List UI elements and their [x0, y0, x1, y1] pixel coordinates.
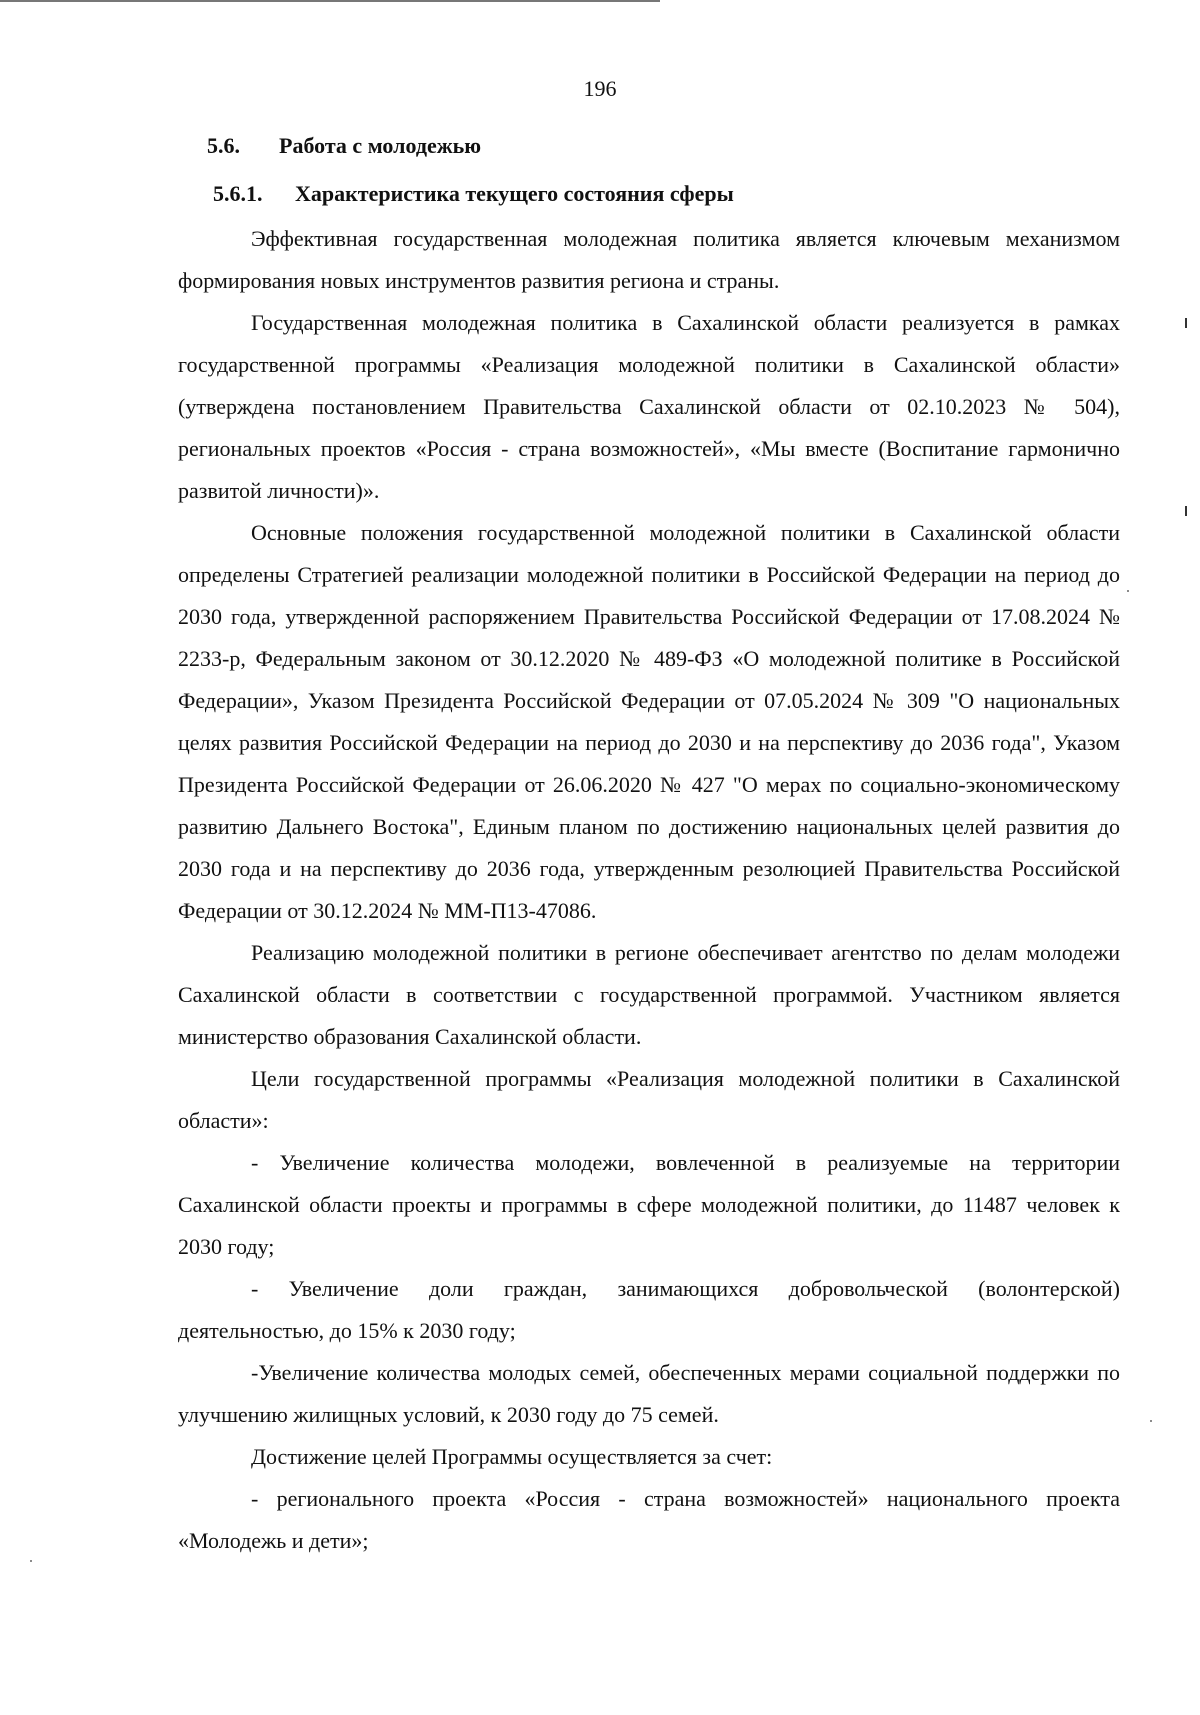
subsection-number: 5.6.1.	[213, 181, 263, 206]
paragraph: Государственная молодежная политика в Сахалинской области реализуется в рамках государственной программы «Реализация молодежной политики в Сахалинской области» (утверждена постановлением Правительства Сахалинской области от 02.10.2023 № 504), региональных проектов «Россия - страна возможностей», «Мы вместе (Воспитание гармонично развитой личности)».	[178, 310, 1120, 503]
section-number: 5.6.	[207, 133, 240, 158]
list-item: - Увеличение количества молодежи, вовлеченной в реализуемые на территории Сахалинской области проекты и программы в сфере молодежной политики, до 11487 человек к 2030 году;	[178, 1150, 1120, 1259]
scan-mark	[1185, 506, 1187, 516]
scan-speck	[1150, 1420, 1152, 1422]
scan-mark	[1185, 318, 1187, 328]
paragraph: Эффективная государственная молодежная политика является ключевым механизмом формирования новых инструментов развития региона и страны.	[178, 226, 1120, 293]
paragraph: Основные положения государственной молодежной политики в Сахалинской области определены Стратегией реализации молодежной политики в Российской Федерации на период до 2030 года, утвержденной распоряжением Правительства Российской Федерации от 17.08.2024 № 2233-р, Федеральным законом от 30.12.2020 № 489-ФЗ «О молодежной политике в Российской Федерации», Указом Президента Российской Федерации от 07.05.2024 № 309 "О национальных целях развития Российской Федерации на период до 2030 и на перспективу до 2036 года", Указом Президента Российской Федерации от 26.06.2020 № 427 "О мерах по социально-экономическому развитию Дальнего Востока", Единым планом по достижению национальных целей развития до 2030 года и на перспективу до 2036 года, утвержденным резолюцией Правительства Российской Федерации от 30.12.2024 № ММ-П13-47086.	[178, 520, 1120, 923]
paragraph: Реализацию молодежной политики в регионе обеспечивает агентство по делам молодежи Сахалинской области в соответствии с государственной программой. Участником является министерство образования Сахалинской области.	[178, 940, 1120, 1049]
paragraph: Цели государственной программы «Реализация молодежной политики в Сахалинской области»:	[178, 1066, 1120, 1133]
list-item: - регионального проекта «Россия - страна возможностей» национального проекта «Молодежь и дети»;	[178, 1486, 1120, 1553]
list-item: - Увеличение доли граждан, занимающихся добровольческой (волонтерской) деятельностью, до 15% к 2030 году;	[178, 1276, 1120, 1343]
page-number: 196	[583, 76, 617, 101]
list-item: -Увеличение количества молодых семей, обеспеченных мерами социальной поддержки по улучшению жилищных условий, к 2030 году до 75 семей.	[178, 1360, 1120, 1427]
subsection-heading	[213, 181, 734, 207]
scan-edge-line	[0, 0, 660, 2]
body-text	[178, 218, 1120, 1562]
section-title: Работа с молодежью	[279, 133, 482, 158]
scan-speck	[30, 1560, 32, 1562]
paragraph: Достижение целей Программы осуществляется за счет:	[251, 1444, 773, 1469]
scan-speck	[1127, 590, 1129, 592]
subsection-title: Характеристика текущего состояния сферы	[295, 181, 734, 206]
section-heading	[207, 133, 481, 159]
